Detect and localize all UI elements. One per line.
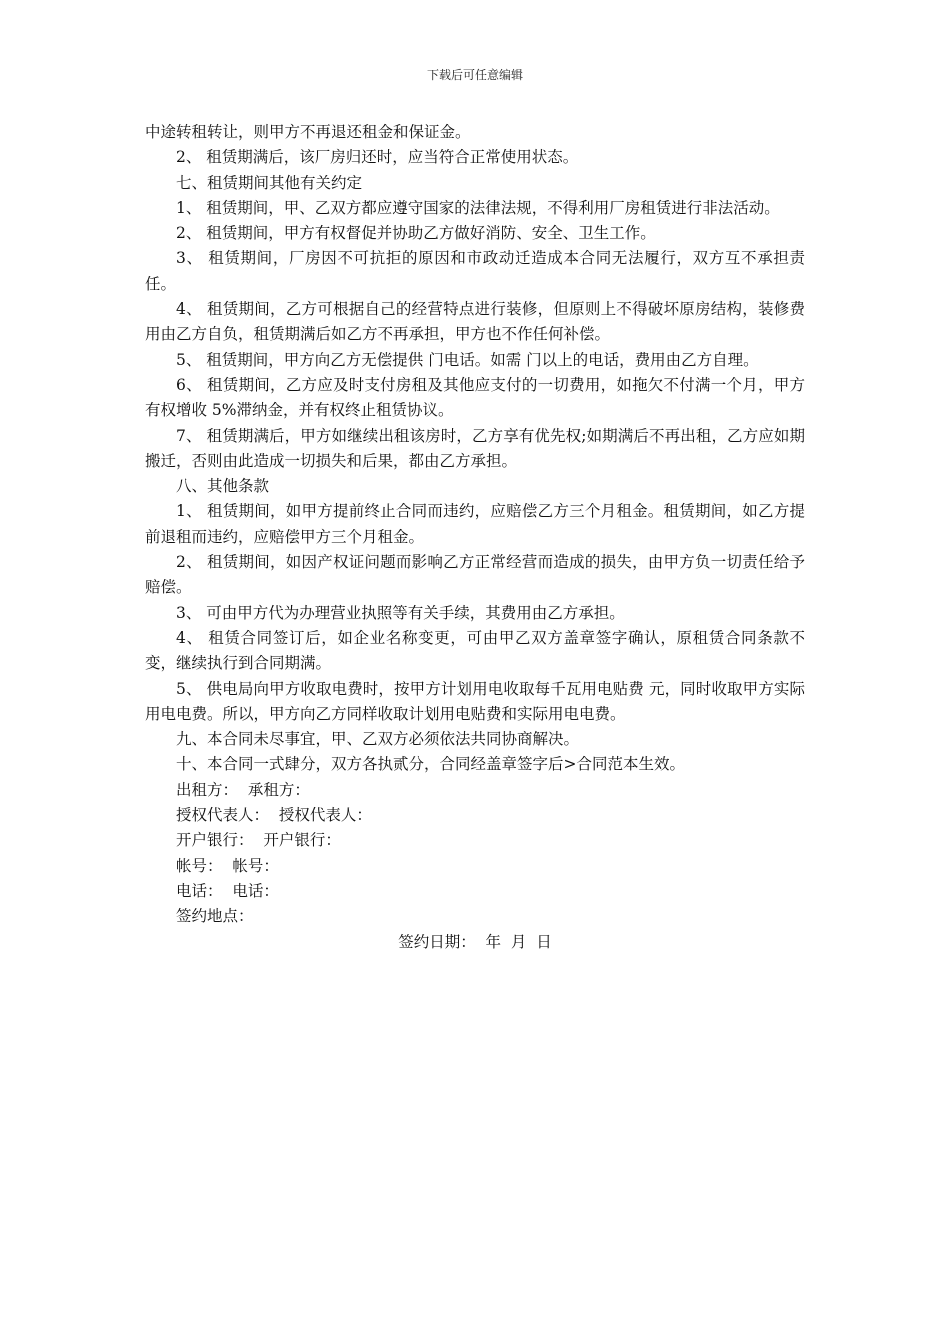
paragraph: 1、 租赁期间，如甲方提前终止合同而违约，应赔偿乙方三个月租金。租赁期间，如乙方提前退租而违约，应赔偿甲方三个月租金。 bbox=[145, 502, 805, 546]
page-header: 下载后可任意编辑 bbox=[426, 68, 523, 82]
signature-bank-line: 开户银行： 开户银行： bbox=[176, 831, 341, 850]
paragraph: 5、 供电局向甲方收取电费时，按甲方计划用电收取每千瓦用电贴费 元，同时收取甲方实际用电电费。所以，甲方向乙方同样收取计划用电贴费和实际用电电费。 bbox=[145, 679, 805, 723]
section-heading: 七、租赁期间其他有关约定 bbox=[176, 173, 363, 192]
signature-location-line: 签约地点： bbox=[176, 907, 254, 926]
paragraph: 3、 租赁期间，厂房因不可抗拒的原因和市政动迁造成本合同无法履行，双方互不承担责任。 bbox=[145, 249, 805, 293]
paragraph: 2、 租赁期间，如因产权证问题而影响乙方正常经营而造成的损失，由甲方负一切责任给予赔偿。 bbox=[145, 553, 805, 597]
paragraph: 中途转租转让，则甲方不再退还租金和保证金。 bbox=[145, 123, 471, 141]
paragraph: 1、 租赁期间，甲、乙双方都应遵守国家的法律法规，不得利用厂房租赁进行非法活动。 bbox=[176, 198, 780, 217]
paragraph: 2、 租赁期满后，该厂房归还时，应当符合正常使用状态。 bbox=[176, 148, 579, 167]
section-heading: 八、其他条款 bbox=[176, 477, 270, 496]
paragraph: 十、本合同一式肆分，双方各执贰分，合同经盖章签字后>合同范本生效。 bbox=[176, 755, 685, 774]
paragraph: 3、 可由甲方代为办理营业执照等有关手续，其费用由乙方承担。 bbox=[176, 603, 625, 622]
paragraph: 6、 租赁期间，乙方应及时支付房租及其他应支付的一切费用，如拖欠不付满一个月，甲方有权增收 5%滞纳金，并有权终止租赁协议。 bbox=[145, 375, 805, 420]
paragraph: 2、 租赁期间，甲方有权督促并协助乙方做好消防、安全、卫生工作。 bbox=[176, 224, 656, 243]
signature-account-line: 帐号： 帐号： bbox=[176, 856, 279, 875]
contract-body bbox=[145, 120, 805, 955]
paragraph: 7、 租赁期满后，甲方如继续出租该房时，乙方享有优先权;如期满后不再出租，乙方应如期搬迁，否则由此造成一切损失和后果，都由乙方承担。 bbox=[145, 426, 805, 470]
paragraph: 5、 租赁期间，甲方向乙方无偿提供 门电话。如需 门以上的电话，费用由乙方自理。 bbox=[176, 350, 759, 369]
signature-date-line: 签约日期： 年 月 日 bbox=[398, 932, 552, 951]
paragraph: 4、 租赁期间，乙方可根据自己的经营特点进行装修，但原则上不得破坏原房结构，装修费用由乙方自负，租赁期满后如乙方不再承担，甲方也不作任何补偿。 bbox=[145, 300, 805, 344]
paragraph: 4、 租赁合同签订后，如企业名称变更，可由甲乙双方盖章签字确认，原租赁合同条款不变，继续执行到合同期满。 bbox=[145, 628, 805, 673]
signature-representative-line: 授权代表人： 授权代表人： bbox=[176, 806, 372, 825]
paragraph: 九、本合同未尽事宜，甲、乙双方必须依法共同协商解决。 bbox=[176, 730, 580, 749]
signature-lessor-line: 出租方： 承租方： bbox=[176, 780, 310, 799]
signature-phone-line: 电话： 电话： bbox=[176, 881, 279, 900]
